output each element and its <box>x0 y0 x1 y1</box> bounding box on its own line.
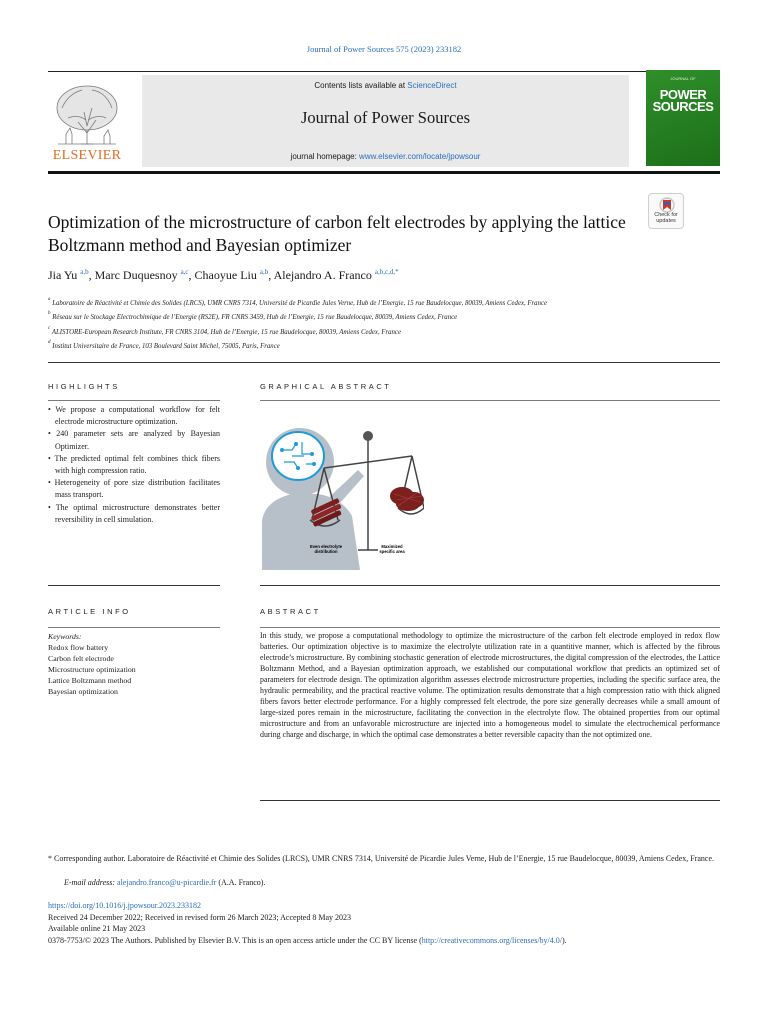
article-info-heading: ARTICLE INFO <box>48 607 131 616</box>
email-link[interactable]: alejandro.franco@u-picardie.fr <box>117 878 217 887</box>
highlight-text: The predicted optimal felt combines thick fibers with high compression ratio. <box>54 453 221 476</box>
highlights-list <box>48 404 220 526</box>
highlight-item <box>48 404 220 428</box>
abstract-text: In this study, we propose a computational methodology to optimize the microstructure of the carbon felt electrode employed in redox flow batteries. Our optimization objective is to maximize the electrolyte utilization rate in a quantitive manner, which is affected by the fibrous electrode’s microstructure. By combining stochastic generation of electrode microstructures, the digital compression of the electrodes, the Lattice Boltzmann Method, and a Bayesian optimization approach, we established our computational workflow that predicts an optimized set of parameters for electrode design. The optimization algorithm assesses electrode microstructure properties, including the specific surface area, the hydraulic permeability, and the practical reactive volume. The optimization results demonstrate that a high compression ratio with thick aligned fibers favors better electrode performance. For a highly compressed felt electrode, the pore size generally decreases while a small amount of large-sized pores remain in the microstructure, facilitating the convection in the electrolyte flow. The obtained properties from our optimal microstructure and from an unfavorable microstructure are injected into a homogeneous model to simulate the electrochemical performance during charge and discharge, in which the optimal case demonstrates a better reversible capacity than the not optimized one. <box>260 631 720 740</box>
graphical-abstract-heading: GRAPHICAL ABSTRACT <box>260 382 392 391</box>
label-maximized-area-line1: Maximized <box>381 544 403 549</box>
received-dates: Received 24 December 2022; Received in revised form 26 March 2023; Accepted 8 May 2023 <box>48 912 352 922</box>
available-online-date: Available online 21 May 2023 <box>48 924 146 933</box>
article-title: Optimization of the microstructure of carbon felt electrodes by applying the lattice Boltzmann method and Bayesian optimizer <box>48 212 626 255</box>
author-name[interactable]: Alejandro A. Franco <box>273 268 372 282</box>
affiliation-text: ALISTORE-European Research Institute, FR CNRS 3104, Hub de l’Energie, 15 rue Baudelocque, 80039, Amiens Cedex, France <box>51 328 401 336</box>
affiliation-item <box>48 295 720 309</box>
highlight-item <box>48 453 220 477</box>
keyword-item: Microstructure optimization <box>48 665 136 674</box>
bullet-icon: • <box>48 478 55 488</box>
affiliation-item <box>48 338 720 352</box>
email-suffix: (A.A. Franco). <box>216 878 266 887</box>
abstract-heading: ABSTRACT <box>260 607 321 616</box>
email-footnote <box>64 878 664 887</box>
contents-prefix: Contents lists available at <box>314 81 408 90</box>
keywords-block <box>48 631 220 697</box>
homepage-prefix: journal homepage: <box>290 152 360 161</box>
journal-cover-image[interactable] <box>646 70 720 166</box>
bullet-icon: • <box>48 429 57 439</box>
header-bottom-rule <box>48 171 720 174</box>
author-name[interactable]: Chaoyue Liu <box>194 268 257 282</box>
cover-small-text: JOURNAL OF <box>670 76 696 81</box>
license-link[interactable]: http://creativecommons.org/licenses/by/4.0/ <box>421 935 563 945</box>
abstract-rule <box>260 627 720 628</box>
author-name[interactable]: Marc Duquesnoy <box>94 268 178 282</box>
sciencedirect-link[interactable]: ScienceDirect <box>407 81 457 90</box>
highlight-text: Heterogeneity of pore size distribution facilitates mass transport. <box>54 478 220 500</box>
highlight-item <box>48 428 220 452</box>
author-affiliation-marks[interactable]: a,b,c,d,* <box>374 268 399 276</box>
affiliation-text: Laboratoire de Réactivité et Chimie des Solides (LRCS), UMR CNRS 7314, Université de Picardie Jules Verne, Hub de l’Energie, 15 rue Baudelocque, 80039, Amiens Cedex, France <box>52 300 548 307</box>
abstract-end-rule <box>260 800 720 801</box>
author-list <box>48 268 720 283</box>
author-separator: , <box>188 268 195 282</box>
license-suffix: ). <box>562 935 567 945</box>
highlight-item <box>48 502 220 526</box>
affiliation-item <box>48 324 720 338</box>
affiliation-text: Institut Universitaire de France, 103 Boulevard Saint Michel, 75005, Paris, France <box>52 342 280 350</box>
author-separator: , <box>268 268 274 282</box>
graphical-abstract-figure[interactable] <box>262 420 424 570</box>
section-rule <box>48 362 720 363</box>
bullet-icon: • <box>48 405 56 414</box>
bullet-icon: • <box>48 453 55 463</box>
affiliation-mark: d <box>48 339 51 345</box>
graphical-abstract-end-rule <box>260 585 720 586</box>
keyword-list <box>48 642 220 697</box>
highlight-text: 240 parameter sets are analyzed by Bayesian Optimizer. <box>55 429 220 451</box>
author-affiliation-marks[interactable]: a,b <box>259 268 269 276</box>
keywords-label: Keywords: <box>48 632 82 641</box>
article-info-rule <box>48 627 220 628</box>
journal-homepage-line <box>142 152 629 161</box>
author-name[interactable]: Jia Yu <box>48 268 78 282</box>
contents-available-line <box>142 81 629 90</box>
journal-homepage-link[interactable]: www.elsevier.com/locate/jpowsour <box>359 152 481 161</box>
affiliation-text: Réseau sur le Stockage Electrochimique de l’Energie (RS2E), FR CNRS 3459, Hub de l’Energie, 15 rue Baudelocque, 80039, Amiens Cedex, France <box>52 314 458 322</box>
bullet-icon: • <box>48 502 56 512</box>
affiliation-mark: b <box>48 311 51 317</box>
license-line <box>48 935 728 947</box>
cover-title-line2: SOURCES <box>652 99 714 114</box>
keyword-item: Carbon felt electrode <box>48 654 114 663</box>
corresponding-author-footnote: * Corresponding author. Laboratoire de Réactivité et Chimie des Solides (LRCS), UMR CNRS 7314, Université de Picardie Jules Verne, Hub de l’Energie, 15 rue Baudelocque, 80039, Amiens Cedex, France. <box>48 854 715 863</box>
label-maximized-area-line2: specific area <box>379 549 405 554</box>
author-affiliation-marks[interactable]: a,b <box>80 268 89 276</box>
label-even-electrolyte-line1: Even electrolyte <box>309 544 343 549</box>
license-prefix: 0378-7753/© 2023 The Authors. Published by Elsevier B.V. This is an open access article under the CC BY license ( <box>48 935 422 945</box>
author-affiliation-marks[interactable]: a,c <box>180 268 189 276</box>
affiliation-mark: a <box>48 297 51 302</box>
keyword-item: Lattice Boltzmann method <box>48 676 132 685</box>
highlight-text: We propose a computational workflow for felt electrode microstructure optimization. <box>55 405 220 427</box>
graphical-abstract-rule <box>260 400 720 401</box>
elsevier-wordmark[interactable]: ELSEVIER <box>52 148 122 163</box>
journal-name: Journal of Power Sources <box>300 108 471 127</box>
publication-info <box>48 900 728 946</box>
keyword-item: Redox flow battery <box>48 643 109 652</box>
author-separator: , <box>88 268 95 282</box>
person-body <box>262 494 360 570</box>
email-label: E-mail address: <box>64 878 116 887</box>
compressed-fibers-icon <box>390 487 424 511</box>
bookmark-icon <box>649 194 685 214</box>
affiliation-mark: c <box>48 325 51 331</box>
check-for-updates-label: Check for updates <box>654 212 678 224</box>
label-even-electrolyte-line2: distribution <box>314 549 338 554</box>
doi-link[interactable]: https://doi.org/10.1016/j.jpowsour.2023.233182 <box>48 901 201 910</box>
header-top-rule <box>48 71 720 72</box>
journal-reference[interactable]: Journal of Power Sources 575 (2023) 233182 <box>306 44 462 54</box>
affiliation-list <box>48 295 720 352</box>
cover-title-line1: POWER <box>659 87 707 102</box>
highlights-rule <box>48 400 220 401</box>
highlights-heading: HIGHLIGHTS <box>48 382 120 391</box>
highlight-item <box>48 477 220 501</box>
highlights-end-rule <box>48 585 220 586</box>
highlight-text: The optimal microstructure demonstrates better reversibility in cell simulation. <box>55 502 220 524</box>
affiliation-item <box>48 309 720 323</box>
keyword-item: Bayesian optimization <box>48 687 118 696</box>
